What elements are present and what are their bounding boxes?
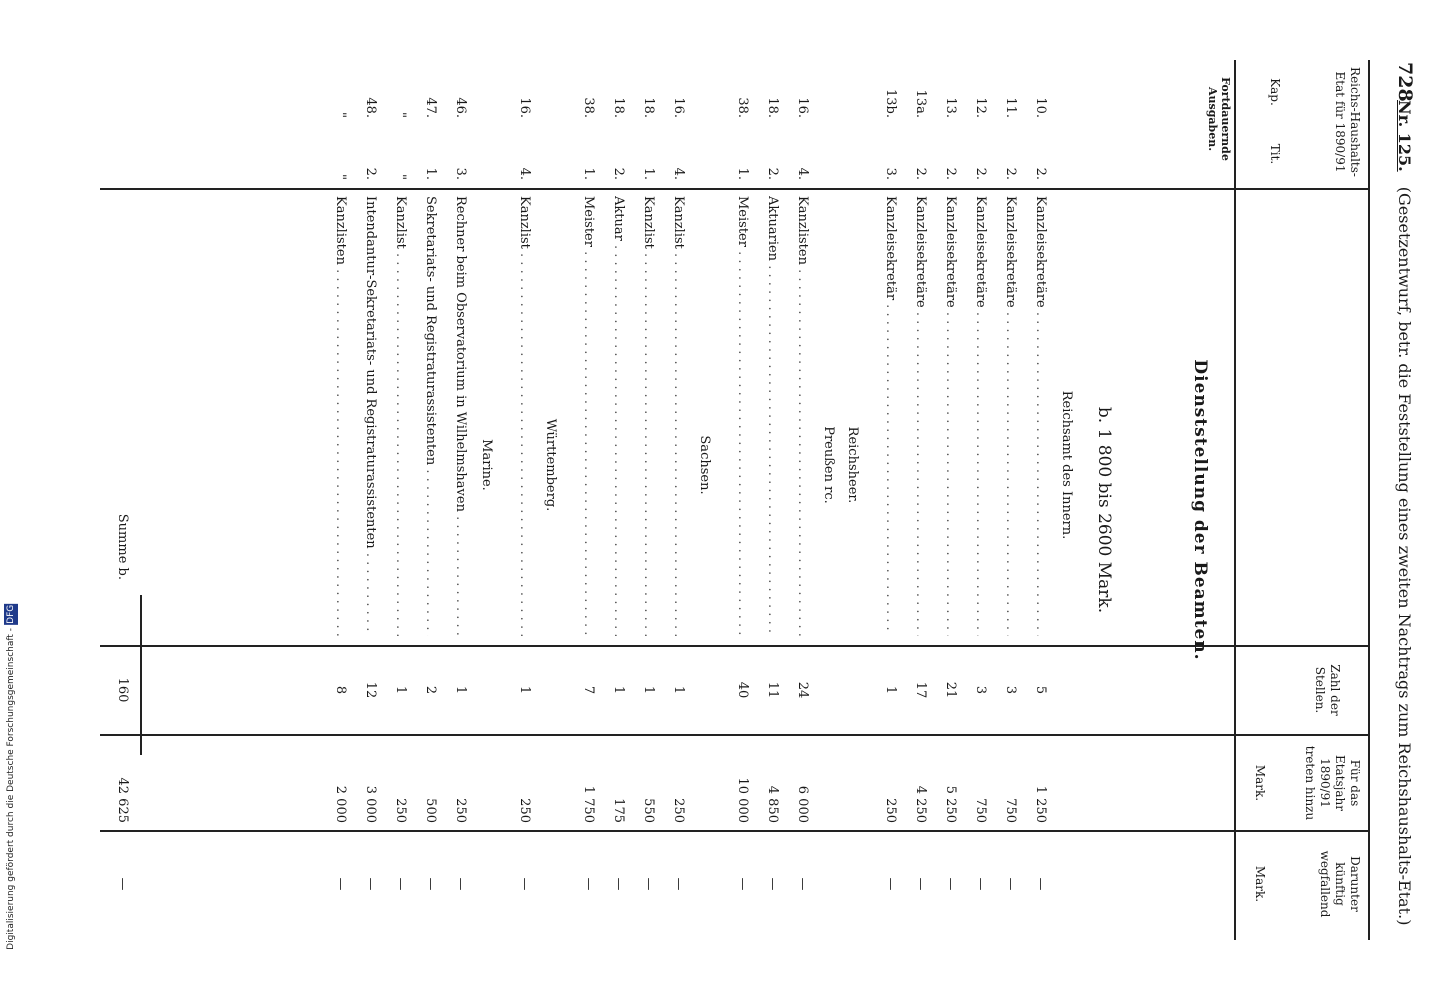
- table-row: [632, 0, 656, 1000]
- table-row: [572, 0, 596, 1000]
- table-row: [324, 0, 348, 1000]
- row-desc: Kanzlist . . .: [517, 196, 532, 636]
- row-tit: 2.: [765, 167, 780, 180]
- row-desc: Kanzleisekretär . . .: [883, 196, 898, 636]
- row-tit: 2.: [973, 167, 988, 180]
- table-row: [904, 0, 928, 1000]
- row-wegfall: —: [393, 877, 408, 891]
- table-row: [354, 0, 378, 1000]
- row-tit: 4.: [671, 167, 686, 180]
- row-betrag: 175: [611, 798, 626, 823]
- table-row: [964, 0, 988, 1000]
- row-zahl: 7: [581, 685, 596, 695]
- row-tit: 1.: [641, 167, 656, 180]
- row-desc: Kanzleisekretäre . . .: [973, 196, 988, 636]
- col-betrag-unit: Mark.: [1253, 764, 1267, 802]
- col-kap: Kap.: [1268, 78, 1282, 106]
- row-desc: Kanzlisten . . .: [795, 196, 810, 636]
- row-kap: 18.: [641, 97, 656, 118]
- fortdauernde-label: Fortdauernde Ausgaben.: [1206, 77, 1232, 161]
- row-kap: 13b.: [883, 89, 898, 118]
- col-wegfall-unit: Mark.: [1253, 865, 1267, 903]
- sum-zahl: 160: [115, 677, 130, 703]
- row-kap: 18.: [765, 97, 780, 118]
- row-wegfall: —: [1003, 877, 1018, 891]
- row-betrag: 5 250: [943, 785, 958, 823]
- row-desc: Sekretariats- und Registraturassistenten . . .: [423, 196, 438, 636]
- digitization-note: [4, 600, 22, 990]
- row-kap: 16.: [671, 97, 686, 118]
- row-tit: 4.: [517, 167, 532, 180]
- row-betrag: 4 250: [913, 785, 928, 823]
- title-text: (Gesetzentwurf, betr. die Feststellung eines zweiten Nachtrags zum Reichshaushalts-Etat.): [1395, 186, 1414, 926]
- row-tit: ": [393, 174, 408, 180]
- row-zahl: 1: [883, 685, 898, 695]
- row-zahl: 1: [611, 685, 626, 695]
- row-tit: 3.: [453, 167, 468, 180]
- row-kap: 18.: [611, 97, 626, 118]
- col-tit: Tit.: [1268, 143, 1282, 165]
- sum-label: Summe b.: [115, 513, 130, 580]
- sum-rule: [141, 595, 143, 755]
- table-row: [384, 0, 408, 1000]
- row-kap: 38.: [581, 97, 596, 118]
- row-betrag: 250: [517, 798, 532, 823]
- table-row: [994, 0, 1018, 1000]
- top-rule: [1369, 60, 1371, 940]
- row-betrag: 1 750: [581, 785, 596, 823]
- row-betrag: 6 000: [795, 785, 810, 823]
- row-tit: 2.: [1003, 167, 1018, 180]
- row-tit: 1.: [735, 167, 750, 180]
- row-tit: 1.: [581, 167, 596, 180]
- dfg-badge: DFG: [6, 605, 16, 625]
- row-betrag: 4 850: [765, 785, 780, 823]
- row-desc: Kanzlist . . .: [671, 196, 686, 636]
- row-zahl: 12: [363, 681, 378, 699]
- row-wegfall: —: [883, 877, 898, 891]
- row-zahl: 1: [517, 685, 532, 695]
- table-row: [786, 0, 810, 1000]
- section-heading: Marine.: [479, 439, 494, 491]
- row-kap: ": [393, 112, 408, 118]
- section-heading: Reichsamt des Innern.: [1059, 390, 1074, 540]
- row-betrag: 500: [423, 798, 438, 823]
- row-desc: Kanzlist . . .: [641, 196, 656, 636]
- row-wegfall: —: [795, 877, 810, 891]
- main-title: Dienststellung der Beamten.: [1190, 359, 1210, 661]
- row-kap: 38.: [735, 97, 750, 118]
- sum-row: [106, 0, 130, 1000]
- row-wegfall: —: [735, 877, 750, 891]
- row-betrag: 750: [1003, 798, 1018, 823]
- row-zahl: 11: [765, 681, 780, 699]
- row-betrag: 1 250: [1033, 785, 1048, 823]
- col-etat: Reichs-Haushalts-Etat für 1890/91: [1333, 67, 1362, 177]
- table-row: [726, 0, 750, 1000]
- row-wegfall: —: [423, 877, 438, 891]
- title-number: Nr. 125.: [1395, 100, 1414, 172]
- table-row: [444, 0, 468, 1000]
- row-zahl: 3: [1003, 685, 1018, 695]
- row-betrag: 250: [671, 798, 686, 823]
- col-wegfall: Darunter künftig wegfallend: [1318, 850, 1362, 918]
- row-tit: 3.: [883, 167, 898, 180]
- table-row: [756, 0, 780, 1000]
- table-row: [414, 0, 438, 1000]
- row-desc: Aktuar . . .: [611, 196, 626, 636]
- row-tit: 4.: [795, 167, 810, 180]
- row-betrag: 2 000: [333, 785, 348, 823]
- row-betrag: 3 000: [363, 785, 378, 823]
- row-zahl: 17: [913, 681, 928, 699]
- row-desc: Kanzleisekretäre . . .: [913, 196, 928, 636]
- sum-wegfall: —: [115, 877, 130, 891]
- sum-betrag: 42 625: [115, 777, 130, 823]
- row-desc: Kanzleisekretäre . . .: [943, 196, 958, 636]
- col-betrag: Für das Etatsjahr 1890/91 treten hinzu: [1303, 745, 1362, 821]
- row-wegfall: —: [641, 877, 656, 891]
- table-row: [934, 0, 958, 1000]
- row-desc: Kanzleisekretäre . . .: [1003, 196, 1018, 636]
- row-wegfall: —: [671, 877, 686, 891]
- row-betrag: 250: [453, 798, 468, 823]
- row-wegfall: —: [611, 877, 626, 891]
- row-wegfall: —: [943, 877, 958, 891]
- row-kap: 13.: [943, 97, 958, 118]
- document-title: [1395, 100, 1414, 960]
- row-wegfall: —: [363, 877, 378, 891]
- row-tit: 2.: [363, 167, 378, 180]
- row-wegfall: —: [973, 877, 988, 891]
- row-wegfall: —: [581, 877, 596, 891]
- header-rule: [1235, 60, 1237, 940]
- section-heading: Reichsheer.: [845, 426, 860, 504]
- row-desc: Meister . . .: [581, 196, 596, 636]
- row-zahl: 2: [423, 685, 438, 695]
- row-desc: Kanzleisekretäre . . .: [1033, 196, 1048, 636]
- table-row: [602, 0, 626, 1000]
- row-kap: 16.: [795, 97, 810, 118]
- row-kap: 48.: [363, 97, 378, 118]
- digitization-text: Digitalisierung gefördert durch die Deutsche Forschungsgemeinschaft -: [6, 627, 16, 950]
- row-zahl: 5: [1033, 685, 1048, 695]
- row-kap: 46.: [453, 97, 468, 118]
- table-row: [1024, 0, 1048, 1000]
- row-betrag: 250: [393, 798, 408, 823]
- row-tit: 2.: [1033, 167, 1048, 180]
- row-kap: 11.: [1003, 97, 1018, 118]
- row-tit: 2.: [611, 167, 626, 180]
- row-tit: 2.: [943, 167, 958, 180]
- section-subheading: Preußen rc.: [821, 426, 836, 504]
- row-kap: ": [333, 112, 348, 118]
- row-zahl: 1: [453, 685, 468, 695]
- table-row: [662, 0, 686, 1000]
- row-zahl: 1: [393, 685, 408, 695]
- subtitle: b. 1 800 bis 2600 Mark.: [1094, 406, 1114, 614]
- row-wegfall: —: [913, 877, 928, 891]
- row-kap: 12.: [973, 97, 988, 118]
- section-heading: Württemberg.: [543, 418, 558, 512]
- row-desc: Kanzlisten . . .: [333, 196, 348, 636]
- row-zahl: 40: [735, 681, 750, 699]
- row-desc: Kanzlist . . .: [393, 196, 408, 636]
- row-zahl: 8: [333, 685, 348, 695]
- section-heading: Sachsen.: [697, 435, 712, 495]
- row-kap: 47.: [423, 97, 438, 118]
- page-number: 728: [1394, 62, 1416, 102]
- row-zahl: 1: [641, 685, 656, 695]
- row-desc: Rechner beim Observatorium in Wilhelmshaven . . .: [453, 196, 468, 636]
- row-kap: 16.: [517, 97, 532, 118]
- row-wegfall: —: [333, 877, 348, 891]
- row-zahl: 1: [671, 685, 686, 695]
- row-tit: 1.: [423, 167, 438, 180]
- row-desc: Aktuarien . . .: [765, 196, 780, 636]
- row-wegfall: —: [765, 877, 780, 891]
- col-zahl: Zahl der Stellen.: [1313, 664, 1342, 716]
- row-betrag: 550: [641, 798, 656, 823]
- row-tit: 2.: [913, 167, 928, 180]
- row-kap: 13a.: [913, 89, 928, 118]
- row-betrag: 750: [973, 798, 988, 823]
- row-wegfall: —: [1033, 877, 1048, 891]
- row-wegfall: —: [453, 877, 468, 891]
- row-betrag: 250: [883, 798, 898, 823]
- row-kap: 10.: [1033, 97, 1048, 118]
- row-zahl: 3: [973, 685, 988, 695]
- row-zahl: 21: [943, 681, 958, 699]
- row-tit: ": [333, 174, 348, 180]
- row-wegfall: —: [517, 877, 532, 891]
- row-betrag: 10 000: [735, 777, 750, 823]
- row-zahl: 24: [795, 681, 810, 699]
- table-row: [508, 0, 532, 1000]
- table-row: [874, 0, 898, 1000]
- row-desc: Intendantur-Sekretariats- und Registraturassistenten . . .: [363, 196, 378, 636]
- row-desc: Meister . . .: [735, 196, 750, 636]
